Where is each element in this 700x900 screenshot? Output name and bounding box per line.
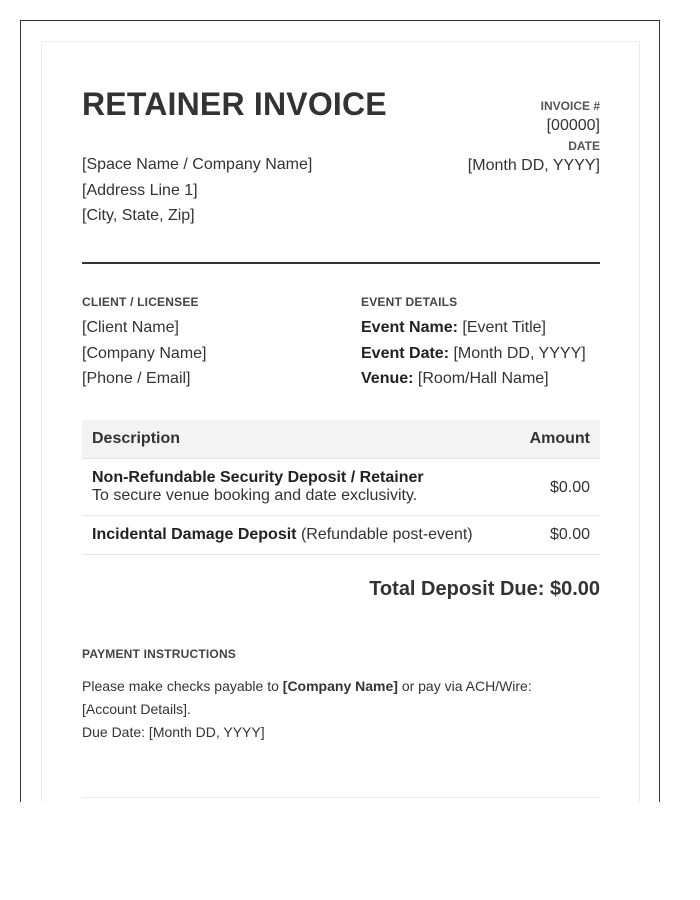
client-section bbox=[82, 295, 207, 392]
company-address bbox=[82, 152, 312, 229]
event-section bbox=[361, 295, 586, 392]
event-date-line bbox=[361, 341, 586, 367]
event-name-key: Event Name: bbox=[361, 319, 458, 336]
line-items-table bbox=[82, 420, 600, 555]
event-label: EVENT DETAILS bbox=[361, 295, 458, 309]
due-date: Due Date: [Month DD, YYYY] bbox=[82, 724, 265, 740]
payment-suffix: or pay via ACH/Wire: bbox=[401, 678, 532, 694]
date-value: [Month DD, YYYY] bbox=[467, 157, 600, 174]
table-row bbox=[82, 516, 600, 555]
row-description bbox=[92, 526, 473, 544]
invoice-number-value: [00000] bbox=[546, 117, 600, 134]
payment-section bbox=[82, 647, 532, 744]
event-name-value: [Event Title] bbox=[462, 319, 546, 336]
row-description bbox=[92, 469, 424, 505]
row-title: Incidental Damage Deposit bbox=[92, 526, 297, 543]
city-state-zip: [City, State, Zip] bbox=[82, 207, 195, 224]
payment-label: PAYMENT INSTRUCTIONS bbox=[82, 647, 237, 661]
address-line-1: [Address Line 1] bbox=[82, 181, 198, 199]
row-note: (Refundable post-event) bbox=[300, 526, 473, 543]
client-name: [Client Name] bbox=[82, 319, 179, 336]
client-contact: [Phone / Email] bbox=[82, 370, 191, 387]
row-amount: $0.00 bbox=[549, 526, 590, 543]
payee-name: [Company Name] bbox=[282, 678, 398, 694]
invoice-title: RETAINER INVOICE bbox=[82, 86, 387, 122]
venue-line bbox=[361, 366, 586, 392]
payment-line-1 bbox=[82, 675, 532, 698]
date-label: DATE bbox=[568, 139, 600, 153]
total-deposit-due: Total Deposit Due: $0.00 bbox=[369, 578, 600, 600]
table-header bbox=[82, 420, 600, 459]
account-details: [Account Details]. bbox=[82, 701, 191, 717]
description-header: Description bbox=[92, 430, 181, 447]
row-amount: $0.00 bbox=[549, 479, 590, 496]
venue-key: Venue: bbox=[361, 370, 414, 387]
row-title: Non-Refundable Security Deposit / Retainer bbox=[92, 469, 424, 486]
footer-divider bbox=[82, 797, 600, 798]
event-date-value: [Month DD, YYYY] bbox=[453, 344, 586, 362]
invoice-meta bbox=[468, 99, 600, 179]
table-row bbox=[82, 459, 600, 516]
venue-value: [Room/Hall Name] bbox=[417, 370, 549, 387]
company-name: [Space Name / Company Name] bbox=[82, 156, 313, 173]
client-label: CLIENT / LICENSEE bbox=[82, 295, 199, 309]
client-company: [Company Name] bbox=[82, 344, 207, 362]
header-divider bbox=[82, 262, 600, 264]
payment-prefix: Please make checks payable to bbox=[82, 678, 279, 694]
event-name-line bbox=[361, 315, 586, 341]
invoice-number-label: INVOICE # bbox=[540, 99, 600, 113]
amount-header: Amount bbox=[529, 430, 590, 447]
event-date-key: Event Date: bbox=[361, 344, 450, 362]
row-note: To secure venue booking and date exclusivity. bbox=[92, 487, 418, 504]
